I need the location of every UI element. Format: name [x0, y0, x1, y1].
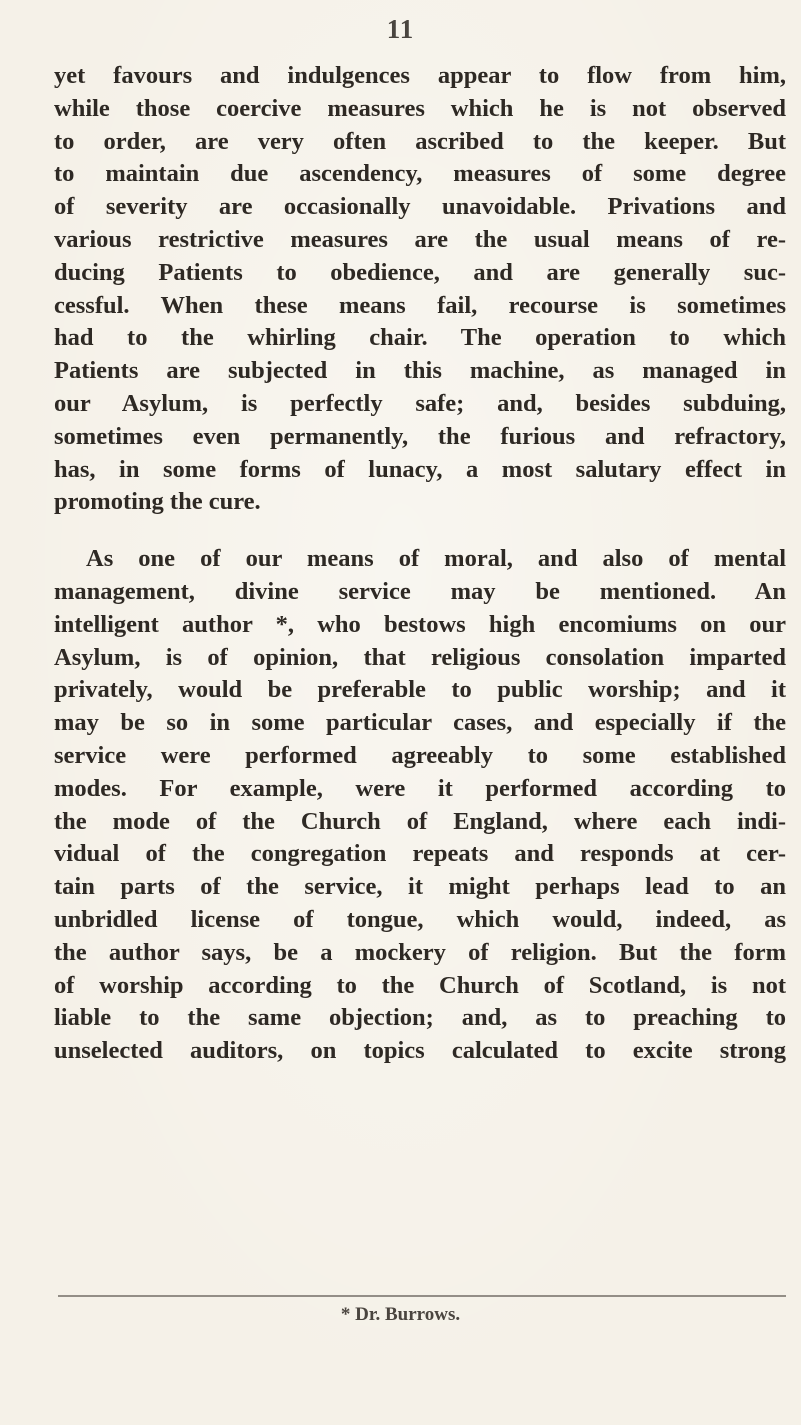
text-line: various restrictive measures are the usual means of re- — [54, 225, 786, 253]
footnote: * Dr. Burrows. — [340, 1304, 461, 1325]
text-line: Patients are subjected in this machine, as managed in — [54, 357, 786, 385]
text-line: cessful. When these means fail, recourse is sometimes — [54, 291, 786, 319]
text-line: promoting the cure. — [54, 488, 261, 516]
footnote-divider — [58, 1295, 786, 1297]
text-line: our Asylum, is perfectly safe; and, besides subduing, — [54, 389, 786, 417]
paragraph-2 — [54, 543, 786, 1068]
text-line: privately, would be preferable to public worship; and it — [54, 676, 786, 704]
text-line: intelligent author *, who bestows high encomiums on our — [54, 610, 786, 638]
text-line: to maintain due ascendency, measures of some degree — [54, 160, 786, 188]
text-line: of severity are occasionally unavoidable. Privations and — [54, 193, 786, 221]
text-line: ducing Patients to obedience, and are generally suc- — [54, 258, 786, 286]
text-line: sometimes even permanently, the furious and refractory, — [54, 422, 786, 450]
text-line: while those coercive measures which he is not observed — [54, 94, 786, 122]
text-line: the mode of the Church of England, where each indi- — [54, 807, 786, 835]
text-line: vidual of the congregation repeats and responds at cer- — [54, 840, 786, 868]
page-number: 11 — [386, 14, 415, 44]
text-line: tain parts of the service, it might perhaps lead to an — [54, 873, 786, 901]
text-line: Asylum, is of opinion, that religious consolation imparted — [54, 643, 786, 671]
text-line: unselected auditors, on topics calculated to excite strong — [54, 1037, 786, 1065]
text-line: yet favours and indulgences appear to flow from him, — [54, 62, 786, 89]
text-line: As one of our means of moral, and also of mental — [86, 545, 786, 573]
text-line: the author says, be a mockery of religion. But the form — [54, 938, 786, 966]
text-line: management, divine service may be mentioned. An — [54, 577, 786, 605]
text-line: had to the whirling chair. The operation to which — [54, 324, 786, 352]
body-text — [54, 60, 786, 1068]
text-line: unbridled license of tongue, which would, indeed, as — [54, 905, 786, 933]
text-line: modes. For example, were it performed according to — [54, 774, 786, 802]
text-line: of worship according to the Church of Scotland, is not — [54, 971, 786, 999]
text-line: liable to the same objection; and, as to preaching to — [54, 1004, 786, 1032]
paragraph-1 — [54, 60, 786, 519]
text-line: service were performed agreeably to some established — [54, 741, 786, 769]
paragraph-gap — [54, 519, 786, 543]
text-line: has, in some forms of lunacy, a most salutary effect in — [54, 455, 786, 483]
text-line: to order, are very often ascribed to the keeper. But — [54, 127, 786, 155]
text-line: may be so in some particular cases, and especially if the — [54, 709, 786, 737]
